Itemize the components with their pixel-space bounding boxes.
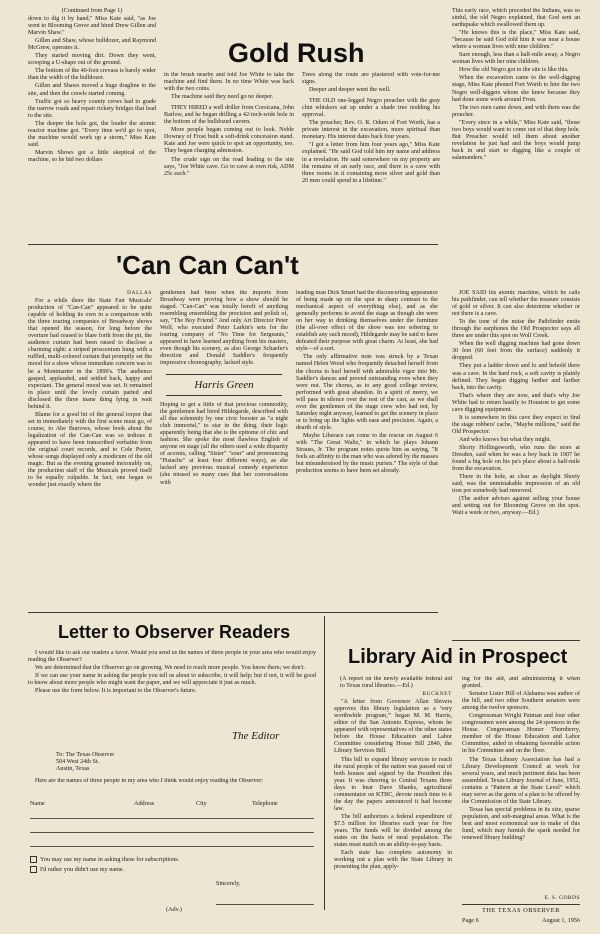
paragraph: "I got a letter from him four years ago," Miss Kate explained. "He said God told him my name and address in a revelation. He said somewhere on my property are the remains of an early race, and there is a cave with three rooms in it containing more silver and gold than 20 men could spend in a lifetime." xyxy=(302,142,440,184)
paragraph: THE OLD one-legged Negro preacher with the gray chin whiskers sat up under a shade tree nodding his approval. xyxy=(302,98,440,119)
paragraph: (The author advises against selling your house and setting out for Blooming Grove on the spot. Wait a week or two, anyway.—Ed.) xyxy=(452,496,580,517)
paragraph: Congressman Wright Patman and four other congressmen were among the 24 sponsors in the House. Congressman Homer Thornberry, member of the House Education and Labor Committee, aided in obtaining favorable action in his Committee and on the floor. xyxy=(462,713,580,755)
divider xyxy=(452,640,580,641)
footer-rule xyxy=(462,904,580,905)
paragraph: Deeper and deeper went the well. xyxy=(309,87,391,94)
paragraph: in the brush nearby and told Joe White to take the machine and find them. In no time White was back with the two coins. xyxy=(164,72,294,93)
checkbox[interactable] xyxy=(30,866,37,873)
paragraph: When the excavation came to the well-digging stage, Miss Kate phoned Fort Worth to hire the two Negro well-diggers whom she knew because they had done some work around Frost. xyxy=(452,75,580,103)
gold-rush-headline: Gold Rush xyxy=(228,38,365,68)
library-signature: E. S. GORDS xyxy=(544,895,580,901)
paragraph: The deeper the hole got, the louder the atomic reactor machine got. "Every time we'd go to spot, the machine would work up a storm," Miss Kate said. xyxy=(28,120,156,148)
library-col1 xyxy=(334,676,452,910)
paragraph: Here are the names of three people in my area who I think would enjoy reading the Observer: xyxy=(35,778,263,784)
dateline: DALLAS xyxy=(127,290,152,296)
gold-rush-col1 xyxy=(28,8,156,238)
paragraph: That's where they are now, and that's why Joe White had to return hastily to Houston to get some cave digging equipment. xyxy=(452,392,580,413)
name-column-header: Name xyxy=(30,800,45,807)
address-column-header: Address xyxy=(134,800,155,807)
gold-rush-col4 xyxy=(452,8,580,280)
paragraph: Shorty Hollingsworth, who runs the store at Dresden, said when he was a boy back in 1907 he found a big hole on his pa's place about a half-mile from the excavation. xyxy=(452,444,580,473)
dateline: BUCKNET xyxy=(422,691,452,698)
paragraph: Hoping to get a little of that precious commodity, the gentlemen had hired Hildegarde, described with all due solemnity by one civic booster as "a night club immortal," to star in the thing, their logic apparently being that she is the epitome of chic and fashion. She spoke the most flawless English of anyone on stage (all the others used a wide disparity of accents, calling "Sister" "sour" and pronouncing "Pistache" at least four different ways), as she lacked any previous musical comedy experience (she missed so many cues that her conversations with xyxy=(160,402,288,486)
paragraph: Trees along the route are plastered with vote-for-me signs. xyxy=(302,72,440,86)
paragraph: Sure enough, less than a half-mile away, a Negro woman lives with her nine children. xyxy=(452,52,580,66)
paragraph: Gillen and Shaw, whose bulldozer, and Raymond McGrew, operates it. xyxy=(28,38,156,52)
paragraph: This early race, which preceded the Indians, was so sinful, the old Negro explained, that God sent an earthquake which swallowed them up. xyxy=(452,8,580,29)
name-entry-line[interactable] xyxy=(30,832,314,833)
paragraph: The only affirmative note was struck by a Texan named Helen Wood who frequently detached herself from the chorus to hurl herself with admirable vigor into Mr. Saddler's dances and proved outstanding even when they were not. The chorus, as to any good college review, performed with great abandon. In a spirit of merry, we will pass in silence over the rest of the cast, as we shall over the gentlemen of the stage crew who had not, by Saturday night anyway, learned to get the scenery in place or to bring up the lights with ease and precision. Again, a dearth of style. xyxy=(296,354,438,431)
paragraph: They started moving dirt. Down they went, scooping a U-shape out of the ground. xyxy=(28,53,156,67)
use-name-option[interactable] xyxy=(30,856,179,863)
paragraph: "A letter from Governor Allan Shivers approves this library legislation as a 'very worthwhile program,'" began M. M. Harris, editor of the San Antonio Express, whom he appeared with representatives of the other states before the House Education and Labor Committee considering House Bill 2840, the Library Services Bill. xyxy=(334,699,452,755)
divider xyxy=(28,612,438,613)
paragraph: There in the hole, as clear as daylight Shorty said, was the unmistakable impression of an old iron pot somebody had removed. xyxy=(452,474,580,495)
library-headline: Library Aid in Prospect xyxy=(348,646,568,668)
checkbox[interactable] xyxy=(30,856,37,863)
signature-line[interactable] xyxy=(216,904,314,905)
paragraph: The preacher, Rev. O. R. Odum of Fort Worth, has a private interest in the excavation, more spiritual than monetary. His interest dates back four years. xyxy=(302,120,440,141)
paragraph: How the old Negro got to the site is like this. xyxy=(459,67,569,74)
paragraph: JOE SAID his atomic machine, which he calls his pathfinder, can tell whether the treasure consists of gold or silver. It can also determine whether or not there is a cave. xyxy=(452,290,580,318)
paragraph: Traffic got so heavy county crews had to grade the narrow roads and repair rickety bridges that lead to the site. xyxy=(28,98,156,119)
paragraph: The Texas Library Association has had a Library Development Council at work for several years, and much pertinent data has been assembled. Texas Library Journal of June, 1952, contains a "Pattern at the State Level" which may serve as the germ of a plan to be offered by the Commission of the State Library. xyxy=(462,756,580,805)
paragraph: And who knows but what they might. xyxy=(459,436,551,443)
paragraph: For a while there the State Fair Musicals' production of "Can-Can" appeared to be quite capable of holding its own in a comparison with the three touring companies of Broadway shows that opened the season, for long before the overture had ceased to blare forth from the pit, the audience curtain had been raised to disclose a charming sight: a striped proscenium hung with a ruffled, multi-colored curtain that promptly set the mood for a show whose immediate concern was to be a Montmartre in the 1890's. The audience gasped, applauded, and settled back, happy and expectant. The general mood was set. It remained in place until the lovely curtain parted and disclosed the three inane thing lying in wait behind it. xyxy=(28,298,152,410)
paragraph: I would like to ask our readers a favor. Would you send us the names of three people in your area who would enjoy reading the Observer? xyxy=(28,650,316,664)
paragraph: This bill to expand library services to reach the rural people of the nation was passed out of both houses and signed by the President this year. It was cheering to Central Texans three days to hear Dave Shanks, agricultural commentator on KTBC, devote much time to it the day the papers announced it had become law. xyxy=(334,756,452,812)
can-cant-col1 xyxy=(28,290,152,608)
paragraph: To the tone of the noise the Pathfinder emits through the earphones the Old Prospector says all three are under this spot on Wolf Creek. xyxy=(452,319,580,340)
name-entry-line[interactable] xyxy=(30,846,314,847)
mailing-address xyxy=(56,752,206,778)
byline: Harris Green xyxy=(166,374,282,396)
paragraph: leading man Dick Smart had the disconcerting appearance of being made up on the spot in sharp contrast to the mechanical aspect of everything else), and as she generally performs to avoid the stage as though she were on her way to drinking themselves under the furniture (the all-over effect of the show was too sobering to establish any such mood), Hildegarde may be said to have defeated their purpose with great charm. At least, she had style—of a sort. xyxy=(296,290,438,353)
editor-note: (A report on the newly available federal aid to Texas rural libraries.—Ed.) xyxy=(340,676,452,690)
paragraph: When the well digging machine had gone down 30 feet (60 feet from the surface) suddenly it dropped. xyxy=(452,341,580,362)
footer-paper-name: THE TEXAS OBSERVER xyxy=(482,907,560,914)
paragraph: Each state has complete autonomy in working out a plan with the State Library in presenting the plan, apply- xyxy=(334,850,452,871)
can-cant-headline: 'Can Can Can't xyxy=(116,250,299,280)
paragraph: Senator Lister Hill of Alabama was author of the bill, and two other Southern senators were among the twelve sponsors. xyxy=(462,691,580,712)
paragraph: Maybe Liberace can come to the rescue on August 6 with "The Great Waltz," in which he plays Johann Strauss, Jr. The program notes quote him as saying, "It feels an affinity to the man who was adored by the masses but misunderstood by the music purists." The style of that production seems to have been set already. xyxy=(296,432,438,475)
paragraph: Marvin Shows got a little skeptical of the machine, so he hid two dollars xyxy=(28,149,156,163)
paragraph: They put a ladder down and lo and behold there was a cave. In the hard rock, a soft cavity is plainly defined. They began digging farther and farther back, into the cavity. xyxy=(452,363,580,391)
paragraph: Texas has special problems in its size, sparse population, and sub-marginal areas. What is the best and most economical use to make of this fund, which may furnish the spark needed for renewed library building? xyxy=(462,806,580,842)
library-col2 xyxy=(462,676,580,892)
footer-page-number: Page 6 xyxy=(462,917,479,924)
continued-note: (Continued from Page 1) xyxy=(61,8,123,14)
paragraph: The machine said they need go no deeper. xyxy=(171,94,274,101)
paragraph: Please use the form below. It is important to the Observer's future. xyxy=(35,688,197,695)
advertisement-label: (Adv.) xyxy=(166,906,182,913)
footer-date: August 1, 1956 xyxy=(542,917,580,924)
paragraph: If we can use your name in asking the people you tell us about to subscribe, it will help; but if not, it will be good to know about more people who might want the paper, and we will appreciate it just as much. xyxy=(28,673,316,687)
city-column-header: City xyxy=(196,800,207,807)
no-name-option[interactable] xyxy=(30,866,124,873)
sincerely-label: Sincerely, xyxy=(216,880,241,887)
letter-intro xyxy=(28,650,316,738)
paragraph: "Every since in a while," Miss Kate said, "those two boys would want to come out of that deep hole. But Preacher would tell them about another revelation he just had and the boys would jump back in and start to digging like a couple of salamanders." xyxy=(452,119,580,161)
paragraph: THEY HIRED a well driller from Corsicana, John Barlow, and he began drilling a 42-inch-wide hole in the bottom of the bulldozed cavern. xyxy=(164,105,294,126)
column-divider xyxy=(324,616,325,910)
paragraph: The crude sign on the road leading to the site says, "Joe White cave. Go to cave at own risk, ADM 25c each." xyxy=(164,156,294,177)
paragraph: ing for the aid, and administering it when granted. xyxy=(462,676,580,690)
letter-headline: Letter to Observer Readers xyxy=(58,622,291,642)
paragraph: We are determined that the Observer go on growing. We need to reach more people. You know them; we don't. xyxy=(35,665,305,672)
can-cant-col2b xyxy=(160,402,288,608)
paragraph: The two men came down, and with them was the preacher. xyxy=(452,104,580,118)
address-line: To: The Texas Observer xyxy=(56,752,115,758)
paragraph: More people began coming out to look. Noble Downey of Frost built a soft-drink concession stand. Kate and Joe were quick to spot an opportunity, too. They began charging admission. xyxy=(164,127,294,155)
option-label: I'd rather you didn't use my name. xyxy=(40,866,125,873)
address-line: 504 West 24th St. xyxy=(56,759,100,766)
can-cant-col3 xyxy=(296,290,438,608)
option-label: You may use my name in asking these for subscriptions. xyxy=(40,856,180,863)
paragraph: Blame for a good bit of the general torpor that set in immediately with the first scene must go, of course, to Abe Burrows, whose book about the legalization of the Can-Can was so tedious it appeared to have been transcribed verbatim from the original court records, and to Cole Porter, whose songs displayed only a modicum of the old magic. But as the evening groaned inexorably on, the production staff of the Musicals proved itself to be equally culpable. In fact, one began to wonder just exactly where the xyxy=(28,411,152,489)
gold-rush-col2 xyxy=(164,72,294,238)
editor-signature: The Editor xyxy=(232,730,280,742)
paragraph: "He knows this is the place," Miss Kate said, "because he said God told him it was near a house where a woman lives with nine children." xyxy=(452,30,580,51)
name-entry-line[interactable] xyxy=(30,818,314,819)
paragraph: The bottom of the 40-foot crevass is barely wider than the width of the bulldozer. xyxy=(28,68,156,82)
paragraph: gentlemen had been when the imports from Broadway were proving how a show should be staged. "Can-Can" was totally bereft of anything resembling ensembling the precision and polish of, say, "The Boy Friend." And only Art Director Peter Wolf, who executed Peter Larkin's sets for the touring company of "No Time for Sergeants," appeared to have learned anything from his masters, even though his scenery, as also George Schaefer's direction and Donald Saddler's frequently impressive choreography, lacked style. xyxy=(160,290,288,367)
paragraph: It is somewhere in this cave they expect to find the stage robbers' cache, "Maybe millions," said the Old Prospector. xyxy=(452,414,580,435)
gold-rush-col4-continued xyxy=(452,290,580,632)
form-intro xyxy=(28,778,316,794)
divider xyxy=(28,244,438,245)
paragraph: The bill authorizes a federal expenditure of $7.5 million for libraries each year for five years. The funds will be divided among the states on the basis of rural population. The states must match on an ability-to-pay basis. xyxy=(334,813,452,849)
address-line: Austin, Texas xyxy=(56,766,90,773)
paragraph: down to dig it by hand," Miss Kate said, "as Joe went to Blooming Grove and hired Drew Gillen and Marvin Shaw." xyxy=(28,16,156,37)
telephone-column-header: Telephone xyxy=(252,800,278,807)
gold-rush-col3 xyxy=(302,72,440,238)
paragraph: Gillen and Shaws moved a huge dragline to the site, and then the crawls started coming. xyxy=(28,83,156,97)
